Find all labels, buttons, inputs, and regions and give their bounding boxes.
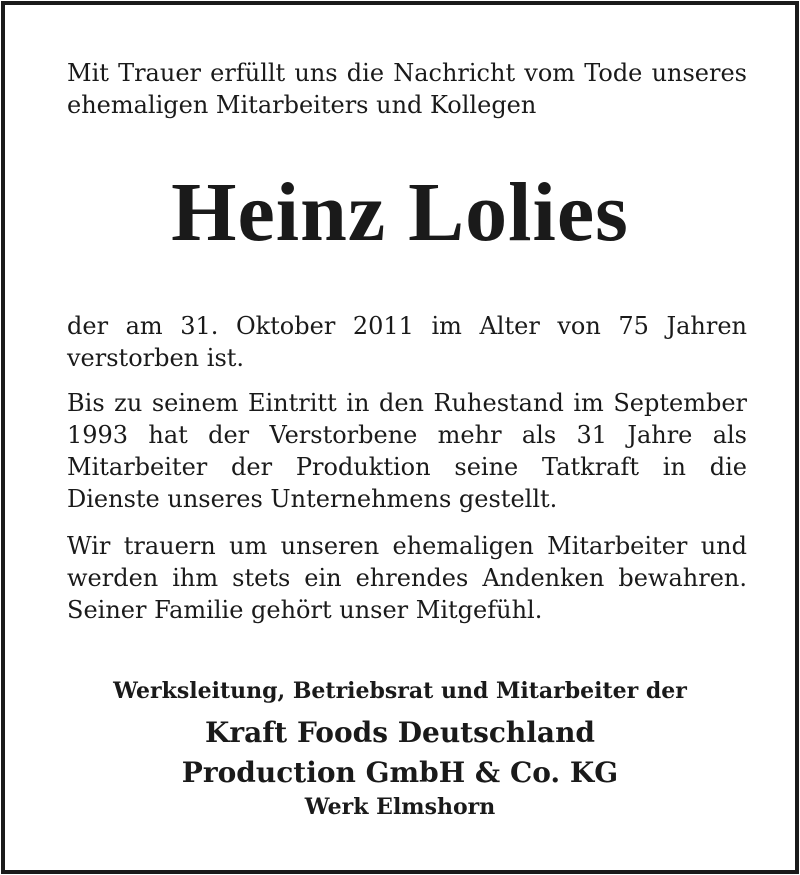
intro-text: Mit Trauer erfüllt uns die Nachricht vom Tode unseres ehemaligen Mitarbeiters und Kollegen <box>67 59 747 119</box>
company-name-line-1: Kraft Foods Deutschland <box>204 716 596 749</box>
deceased-name: Heinz Lolies <box>171 166 629 259</box>
obituary-frame <box>1 1 799 874</box>
mourning-text: Wir trauern um unseren ehemaligen Mitarbeiter und werden ihm stets ein ehrendes Andenken bewahren. Seiner Familie gehört unser Mitgefühl. <box>67 532 747 624</box>
plant-name: Werk Elmshorn <box>304 794 496 820</box>
career-text: Bis zu seinem Eintritt in den Ruhestand im September 1993 hat der Verstorbene mehr als 31 Jahre als Mitarbeiter der Produktion seine Tatkraft in die Dienste unseres Unternehmens gestellt. <box>67 389 747 513</box>
signatories-line: Werksleitung, Betriebsrat und Mitarbeiter der <box>113 678 687 704</box>
company-name-line-2: Production GmbH & Co. KG <box>181 756 619 789</box>
death-date-text: der am 31. Oktober 2011 im Alter von 75 Jahren verstorben ist. <box>67 312 747 372</box>
